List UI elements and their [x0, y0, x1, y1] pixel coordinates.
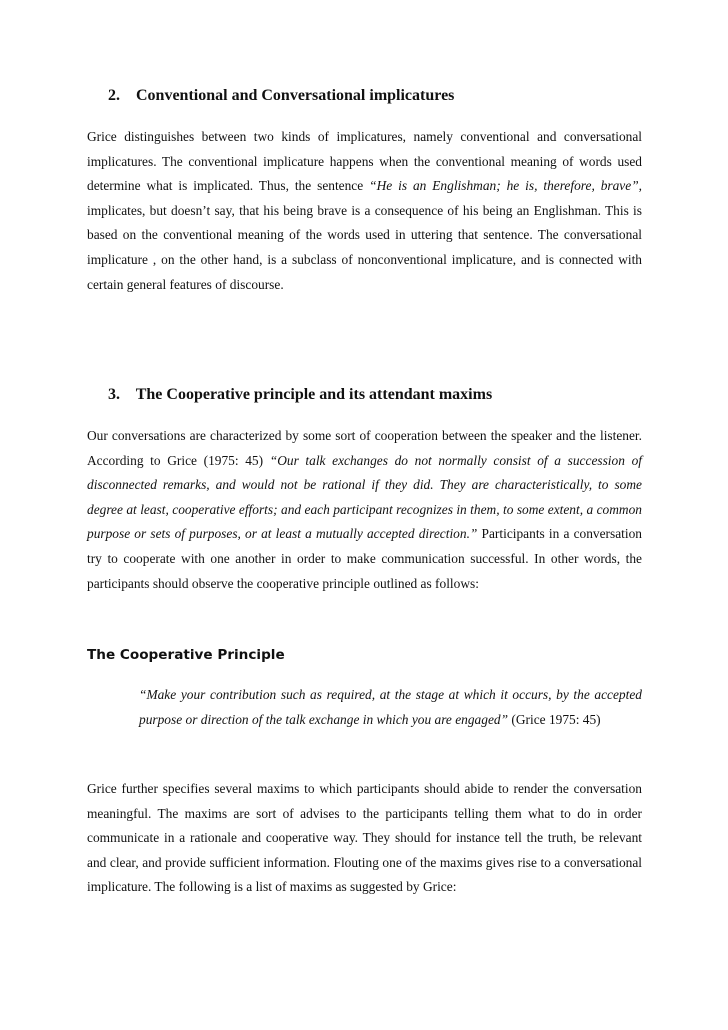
- section-3-text-end: Participants in a conversation try to cooperate with one another in order to make communication successful. In other words, the participants should observe the cooperative principle outlined as follows:: [87, 526, 642, 591]
- cooperative-principle-quote: [139, 683, 642, 732]
- example-sentence-quote: “He is an Englishman; he is, therefore, brave”: [369, 178, 639, 194]
- section-3-title: The Cooperative principle and its attendant maxims: [135, 386, 493, 403]
- section-2-text-end: , implicates, but doesn’t say, that his being brave is a consequence of his being an Englishman. This is based on the conventional meaning of the words used in uttering that sentence. The conversational implicature , on the other hand, is a subclass of nonconventional implicature, and is connected with certain general features of discourse.: [87, 178, 643, 292]
- section-2-number: 2.: [108, 87, 120, 104]
- section-2-heading: [108, 87, 454, 105]
- section-2-title: Conventional and Conversational implicatures: [136, 87, 455, 104]
- section-3-number: 3.: [108, 386, 120, 403]
- section-3-paragraph-1: [87, 424, 642, 596]
- section-3-heading: [108, 386, 492, 404]
- grice-quote: “Our talk exchanges do not normally consist of a succession of disconnected remarks, and would not be rational if they did. They are characteristically, to some degree at least, cooperative efforts; and each participant recognizes in them, to some extent, a common purpose or sets of purposes, or at least a mutually accepted direction.”: [87, 452, 642, 542]
- section-2-paragraph: [87, 125, 642, 297]
- section-2-text-start: Grice distinguishes between two kinds of implicatures, namely conventional and conversational implicatures. The conventional implicature happens when the conventional meaning of words used determine what is implicated. Thus, the sentence: [87, 129, 642, 194]
- section-3-text-start: Our conversations are characterized by some sort of cooperation between the speaker and the listener. According to Grice (1975: 45): [87, 428, 642, 468]
- principle-quote-citation: (Grice 1975: 45): [508, 711, 601, 727]
- section-3-paragraph-2: Grice further specifies several maxims to which participants should abide to render the conversation meaningful. The maxims are sort of advises to the participants telling them what to do in order communicate in a rationale and cooperative way. They should for instance tell the truth, be relevant and clear, and provide sufficient information. Flouting one of the maxims gives rise to a conversational implicature. The following is a list of maxims as suggested by Grice:: [87, 781, 642, 895]
- cooperative-principle-subheading: The Cooperative Principle: [87, 647, 285, 663]
- principle-quote-text: “Make your contribution such as required, at the stage at which it occurs, by the accepted purpose or direction of the talk exchange in which you are engaged”: [139, 687, 642, 727]
